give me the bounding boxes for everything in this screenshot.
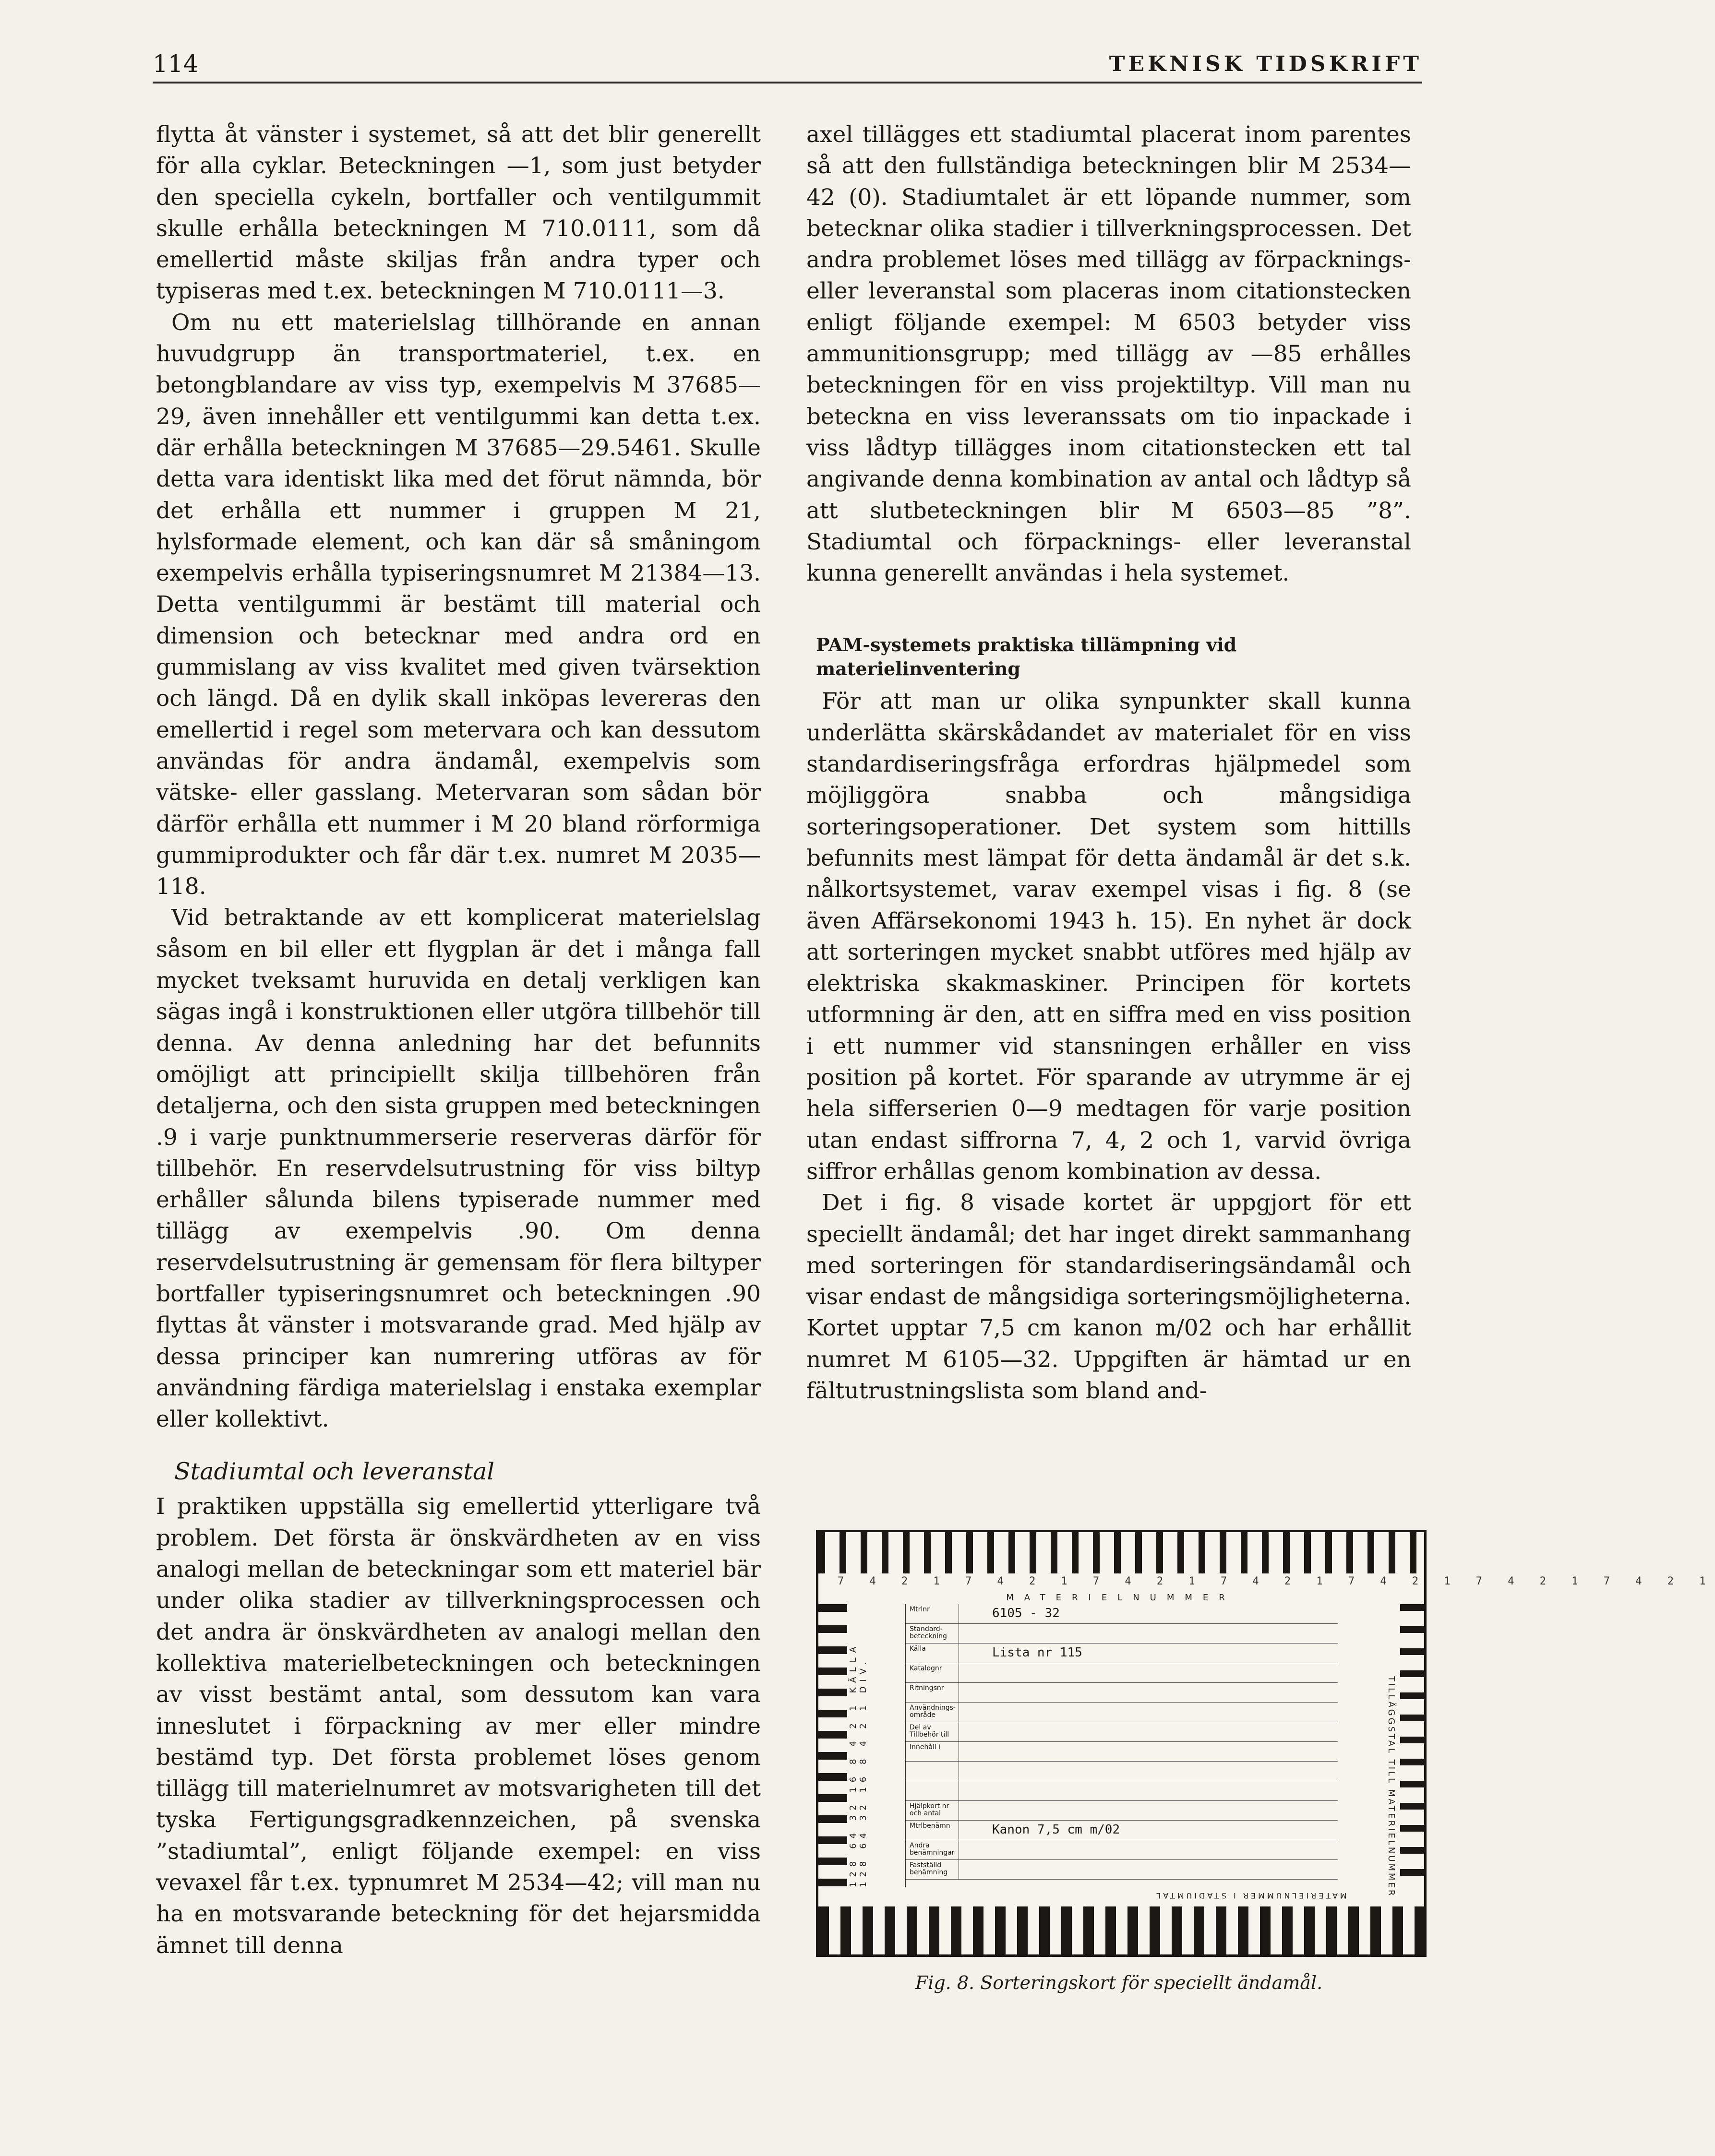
- card-row-label: Standard-beteckning: [910, 1625, 947, 1640]
- journal-title: TEKNISK TIDSKRIFT: [1109, 52, 1422, 76]
- card-row: [906, 1840, 1338, 1860]
- figure-caption: Fig. 8. Sorteringskort för speciellt ändamål.: [915, 1972, 1323, 1993]
- card-row-label: Andra benämningar: [910, 1842, 955, 1857]
- card-row-label: Ritningsnr: [910, 1684, 944, 1692]
- card-row-label: Katalognr: [910, 1665, 942, 1672]
- card-row: [906, 1781, 1338, 1801]
- card-row-value: Lista nr 115: [992, 1645, 1082, 1660]
- card-right-holes: [1400, 1604, 1424, 1887]
- card-row: [906, 1762, 1338, 1781]
- card-row-label: Hjälpkort nr och antal: [910, 1802, 949, 1817]
- paragraph: Vid betraktande av ett komplicerat materielslag såsom en bil eller ett flygplan är det i många fall mycket tveksamt huruvida en detalj verkligen kan sägas ingå i konstruktionen eller utgöra tillbehör till denna. Av denna anledning har det befunnits omöjligt att principiellt skilja tillbehören från detaljerna, och den sista gruppen med beteckningen .9 i varje punktnummerserie reserveras därför för tillbehör. En reservdelsutrustning för viss biltyp erhåller sålunda bilens typiserade nummer med tillägg av exempelvis .90. Om denna reservdelsutrustning är gemensam för flera biltyper bortfaller typiseringsnumret och beteckningen .90 flyttas åt vänster i motsvarande grad. Med hjälp av dessa principer kan numrering utföras av för användning färdiga materielslag i enstaka exemplar eller kollektivt.: [156, 905, 761, 1433]
- card-row-label: Del av Tillbehör till: [910, 1724, 949, 1739]
- punch-card-figure: [816, 1530, 1715, 1957]
- paragraph: Om nu ett materielslag tillhörande en annan huvudgrupp än transportmateriel, t.ex. en betongblandare av viss typ, exempelvis M 37685—29, även innehåller ett ventilgummi kan detta t.ex. där erhålla beteckningen M 37685—29.5461. Skulle detta vara identiskt lika med det förut nämnda, bör det erhålla ett nummer i gruppen M 21, hylsformade element, och kan där så småningom exempelvis erhålla typiseringsnumret M 21384—13. Detta ventilgummi är bestämt till material och dimension och betecknar med andra ord en gummislang av viss kvalitet med given tvärsektion och längd. Då en dylik skall inköpas levereras den emellertid i regel som metervara och kan dessutom användas för andra ändamål, exempelvis som vätske- eller gasslang. Metervaran som sådan bör därför erhålla ett nummer i M 20 bland rörformiga gummiprodukter och får där t.ex. numret M 2035—118.: [156, 309, 761, 900]
- right-column: [806, 119, 1411, 1406]
- card-row-label: Källa: [910, 1645, 926, 1653]
- card-row: [906, 1821, 1338, 1840]
- card-row-label: Mtrlnr: [910, 1606, 930, 1613]
- card-row: [906, 1801, 1338, 1821]
- card-bottom-label: MATERIELNUMMER I STADIUMTAL: [1154, 1891, 1347, 1900]
- card-row-label: Innehåll i: [910, 1743, 941, 1751]
- card-top-holes: [818, 1532, 1424, 1573]
- card-row: [906, 1722, 1338, 1742]
- paragraph: flytta åt vänster i systemet, så att det blir generellt för alla cyklar. Beteckningen —1, som just betyder den speciella cykeln, bortfaller och ventilgummit skulle erhålla beteckningen M 710.0111, som då emellertid måste skiljas från andra typer och typiseras med t.ex. beteckningen M 710.0111—3.: [156, 121, 761, 305]
- paragraph: För att man ur olika synpunkter skall kunna underlätta skärskådandet av materialet för en viss standardiseringsfråga erfordras hjälpmedel som möjliggöra snabba och mångsidiga sorteringsoperationer. Det system som hittills befunnits mest lämpat för detta ändamål är det s.k. nålkortsystemet, varav exempel visas i fig. 8 (se även Affärsekonomi 1943 h. 15). En nyhet är dock att sorteringen mycket snabbt utföres med hjälp av elektriska skakmaskiner. Principen för kortets utformning är den, att en siffra med en viss position i ett nummer vid stansningen erhåller en viss position på kortet. För sparande av utrymme är ej hela sifferserien 0—9 medtagen för varje position utan endast siffrorna 7, 4, 2 och 1, varvid övriga siffror erhållas genom kombination av dessa.: [806, 688, 1411, 1185]
- card-row: [906, 1742, 1338, 1762]
- card-top-label: MATERIELNUMMER: [1006, 1593, 1235, 1603]
- card-row: [906, 1703, 1338, 1722]
- card-row: [906, 1604, 1338, 1624]
- left-column: [156, 119, 761, 1961]
- card-right-label: TILLÄGGSTAL TILL MATERIELNUMMER: [1386, 1676, 1396, 1898]
- card-row: [906, 1683, 1338, 1703]
- card-row-value: 6105 - 32: [992, 1606, 1060, 1620]
- section-heading: PAM-systemets praktiska tillämpning vid materielinventering: [816, 634, 1237, 680]
- page-header: [153, 48, 1422, 83]
- card-row: [906, 1860, 1338, 1880]
- paragraph: I praktiken uppställa sig emellertid ytterligare två problem. Det första är önskvärdheten av en viss analogi mellan de beteckningar som ett materiel bär under olika stadier av tillverkningsprocessen och det andra är önskvärdheten av analogi mellan den kollektiva materielbeteckningen och beteckningen av visst bestämt antal, som dessutom kan vara inneslutet i förpackning av mer eller mindre bestämd typ. Det första problemet löses genom tillägg till materielnumret av motsvarigheten till det tyska Fertigungsgradkennzeichen, på svenska ”stadiumtal”, enligt följande exempel: en viss vevaxel får t.ex. typnumret M 2534—42; vill man nu ha en motsvarande beteckning för det hejarsmidda ämnet till denna: [156, 1493, 761, 1959]
- card-top-digits: 7 4 2 1 7 4 2 1 7 4 2 1 7 4 2 1 7 4 2 1 7 4 2 1 7 4 2 1: [838, 1575, 1715, 1587]
- card-left-holes: [818, 1604, 847, 1887]
- card-row-label: Fastställd benämning: [910, 1861, 948, 1876]
- card-row: [906, 1644, 1338, 1663]
- card-field-table: [905, 1604, 1338, 1887]
- paragraph: axel tillägges ett stadiumtal placerat inom parentes så att den fullständiga beteckningen blir M 2534—42 (0). Stadiumtalet är ett löpande nummer, som betecknar olika stadier i tillverkningsprocessen. Det andra problemet löses med tillägg av förpacknings- eller leveranstal som placeras inom citationstecken enligt följande exempel: M 6503 betyder viss ammunitionsgrupp; med tillägg av —85 erhålles beteckningen för en viss projektiltyp. Vill man nu beteckna en viss leveranssats om tio inpackade i viss lådtyp tillägges inom citationstecken ett tal angivande denna kombination av antal och lådtyp så att slutbeteckningen blir M 6503—85 ”8”. Stadiumtal och förpacknings- eller leveranstal kunna generellt användas i hela systemet.: [806, 121, 1411, 587]
- card-row-label: Mtrlbenämn: [910, 1822, 950, 1830]
- card-bottom-holes: [818, 1906, 1424, 1954]
- card-left-numbers: 128 64 32 16 8 4 2 1 KÄLLA 128 64 32 16 8 4 2 1 DIV.: [848, 1642, 868, 1887]
- section-title: Stadiumtal och leveranstal: [174, 1458, 495, 1486]
- page-number: 114: [153, 50, 199, 78]
- card-row: [906, 1663, 1338, 1683]
- paragraph: Det i fig. 8 visade kortet är uppgjort för ett speciellt ändamål; det har inget direkt sammanhang med sorteringen för standardiseringsändamål och visar endast de mångsidiga sorteringsmöjligheterna. Kortet upptar 7,5 cm kanon m/02 och har erhållit numret M 6105—32. Uppgiften är hämtad ur en fältutrustningslista som bland and-: [806, 1190, 1412, 1404]
- card-row-label: Användnings-område: [910, 1704, 956, 1719]
- card-row: [906, 1624, 1338, 1644]
- card-row-value: Kanon 7,5 cm m/02: [992, 1822, 1120, 1837]
